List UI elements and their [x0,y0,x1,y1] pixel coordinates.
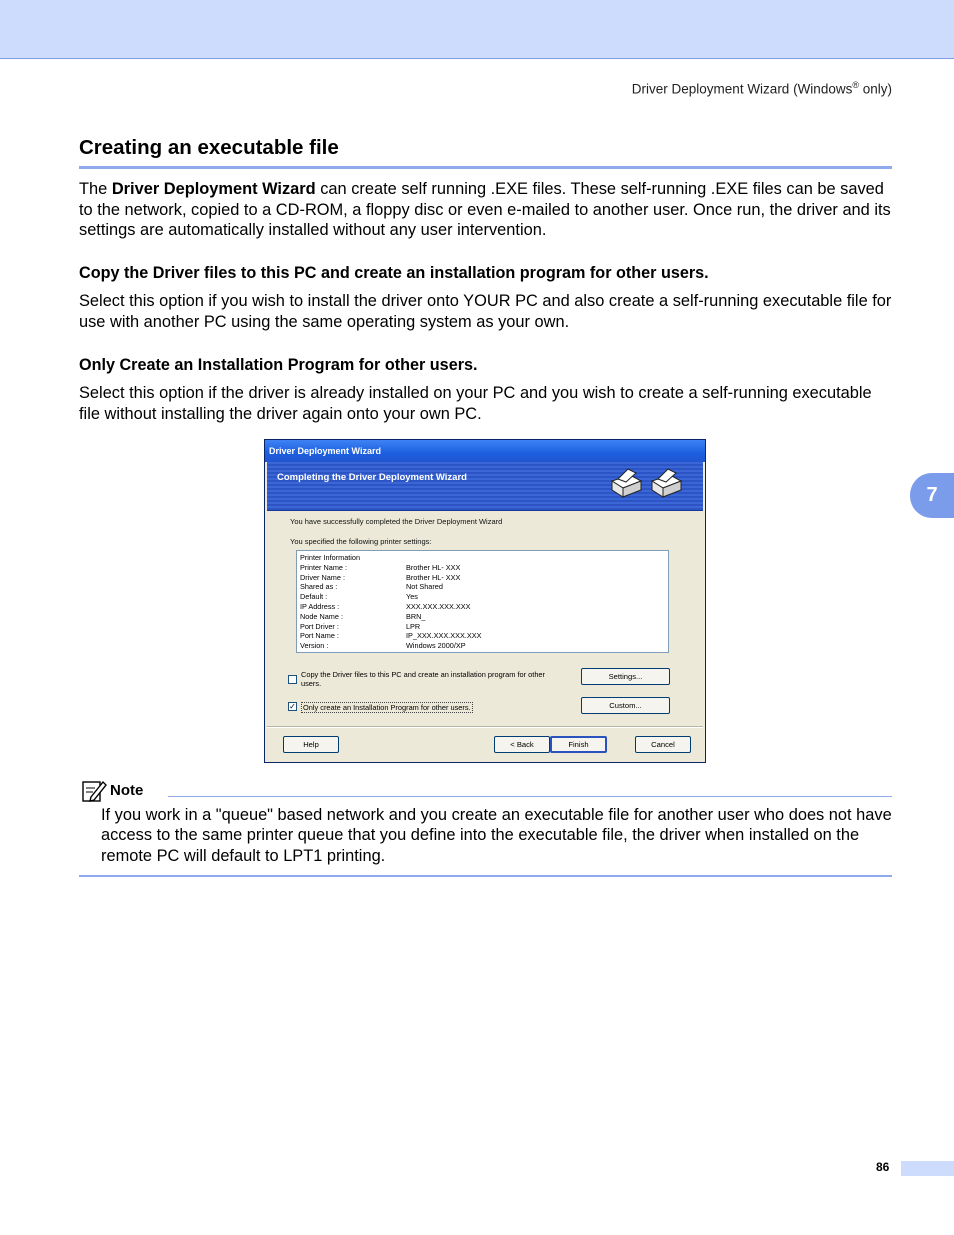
settings-key: Printer Name : [300,562,348,572]
settings-key: Port Driver : [300,621,339,631]
section-title: Creating an executable file [79,136,339,159]
page-number: 86 [876,1160,890,1174]
intro-paragraph: The Driver Deployment Wizard can create self running .EXE files. These self-running .EXE files can be saved to the network, copied to a CD-ROM, a floppy disc or even e-mailed to another user. Once run, the driver and its settings are automatically installed without any user intervention. [79,180,891,240]
specified-message: You specified the following printer settings: [290,537,432,546]
settings-key: Version : [300,641,329,651]
only-create-paragraph: Select this option if the driver is already installed on your PC and you wish to create a self-running executable file without installing the driver again onto your own PC. [79,384,872,423]
printer-icon [648,467,684,499]
settings-value: IP_XXX.XXX.XXX.XXX [406,631,482,641]
printer-settings-list[interactable] [296,550,669,653]
printer-icon [608,467,644,499]
copy-driver-paragraph: Select this option if you wish to install the driver onto YOUR PC and also create a self-running executable file for use with another PC using the same operating system as your own. [79,292,892,331]
note-text: If you work in a "queue" based network and you create an executable file for another user who does not have access to the same printer queue that you define into the executable file, the driver when installed on the remote PC will default to LPT1 printing. [101,806,892,865]
note-pencil-icon [81,779,107,803]
dialog-separator [267,726,703,728]
settings-key: Node Name : [300,611,343,621]
back-button[interactable]: < Back [494,736,550,753]
subheading-copy-driver: Copy the Driver files to this PC and create an installation program for other users. [79,264,709,282]
wizard-dialog [264,439,706,763]
help-button[interactable]: Help [283,736,339,753]
note-label: Note [110,782,144,799]
page-number-bar [901,1161,954,1176]
settings-value: XXX.XXX.XXX.XXX [406,602,471,611]
running-header: Driver Deployment Wizard (Windows® only) [631,80,892,97]
note-bottom-rule [79,875,892,877]
copy-driver-option-label[interactable]: Copy the Driver files to this PC and create an installation program for other users. [301,670,546,688]
settings-key: IP Address : [300,602,340,611]
success-message: You have successfully completed the Driver Deployment Wizard [290,517,503,526]
settings-key: Driver Name : [300,572,346,582]
settings-value: Brother HL- XXX [406,572,461,582]
dialog-title-bar: Driver Deployment Wizard [265,440,705,462]
settings-key: Default : [300,592,328,602]
custom-button[interactable]: Custom... [581,697,670,714]
settings-button[interactable]: Settings... [581,668,670,685]
chapter-tab: 7 [910,473,954,518]
cancel-button[interactable]: Cancel [635,736,691,753]
settings-key: Printer Information [300,553,361,562]
settings-value: Brother HL- XXX [406,562,461,572]
section-title-rule [79,166,892,169]
note-top-rule [168,796,892,797]
finish-button[interactable]: Finish [550,736,607,753]
copy-driver-checkbox[interactable] [288,675,297,684]
dialog-banner [267,462,703,511]
settings-value: Windows 2000/XP [406,641,466,651]
header-band [0,0,954,59]
settings-key: Shared as : [300,582,338,592]
settings-value: BRN_ [406,611,426,621]
settings-value: LPR [406,621,421,631]
settings-value: Yes [406,592,418,602]
subheading-only-create: Only Create an Installation Program for other users. [79,356,478,374]
settings-key: Port Name : [300,631,339,641]
settings-value: Not Shared [406,582,443,592]
banner-title: Completing the Driver Deployment Wizard [277,472,467,483]
only-create-checkbox[interactable]: ✓ [289,702,296,711]
only-create-option-label[interactable]: Only create an Installation Program for other users. [303,703,471,712]
